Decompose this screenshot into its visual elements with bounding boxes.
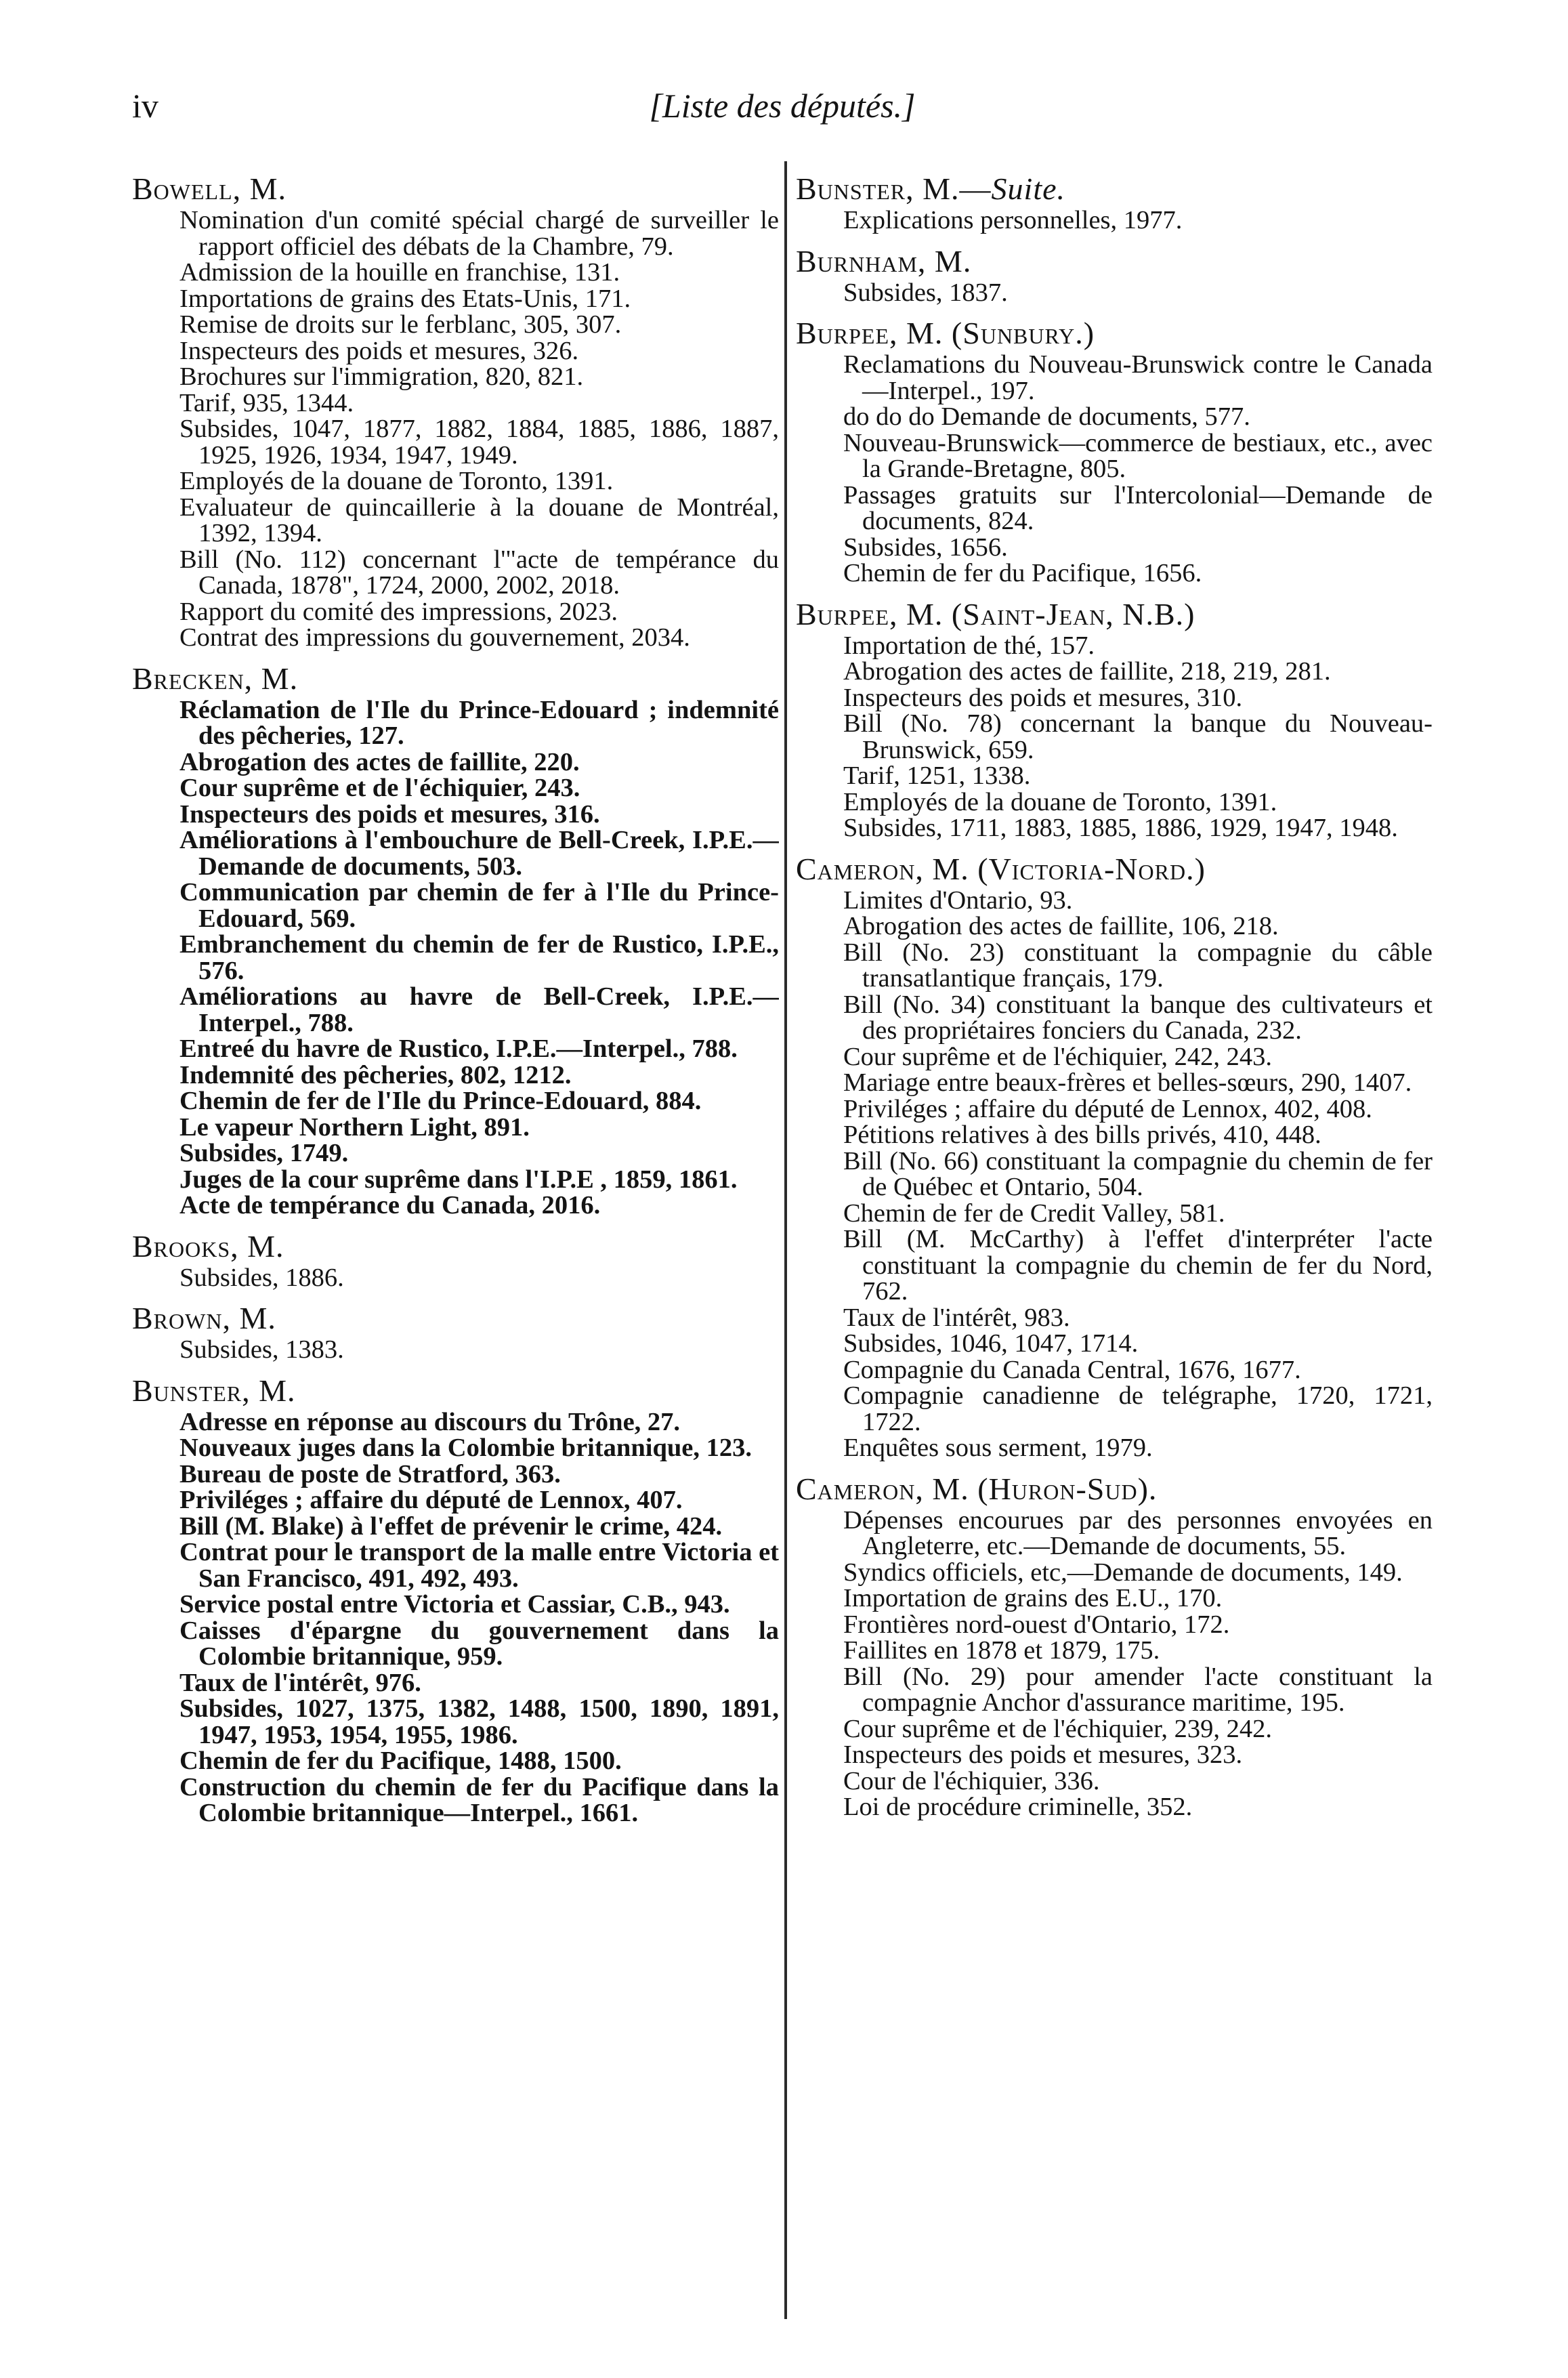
index-item: Communication par chemin de fer à l'Ile du Prince-Edouard, 569.	[179, 878, 779, 933]
page-number: iv	[132, 87, 158, 125]
index-item: Explications personnelles, 1977.	[843, 206, 1183, 234]
index-item: Nouveau-Brunswick—commerce de bestiaux, etc., avec la Grande-Bretagne, 805.	[843, 428, 1433, 483]
deputy-name-text: Bunster, M.—	[796, 171, 992, 206]
index-item: Bill (No. 78) concernant la banque du Nouveau-Brunswick, 659.	[843, 709, 1433, 764]
index-entry	[796, 1471, 1433, 1820]
index-item: Cour suprême et de l'échiquier, 243.	[179, 774, 580, 802]
index-item: Employés de la douane de Toronto, 1391.	[179, 467, 614, 495]
deputy-name	[796, 171, 1433, 207]
index-item: Inspecteurs des poids et mesures, 310.	[843, 683, 1243, 712]
index-item: Acte de tempérance du Canada, 2016.	[179, 1191, 601, 1219]
index-item: Brochures sur l'immigration, 820, 821.	[179, 362, 584, 391]
index-item: do do do Demande de documents, 577.	[843, 402, 1250, 431]
index-item: Frontières nord-ouest d'Ontario, 172.	[843, 1610, 1230, 1639]
index-item: Indemnité des pêcheries, 802, 1212.	[179, 1060, 572, 1089]
index-entry	[796, 243, 1433, 306]
index-item: Abrogation des actes de faillite, 220.	[179, 747, 580, 776]
deputy-name-text: Brecken, M.	[132, 661, 299, 696]
index-item: Subsides, 1711, 1883, 1885, 1886, 1929, 1947, 1948.	[843, 814, 1398, 842]
index-entry	[796, 596, 1433, 841]
deputy-name	[796, 851, 1433, 888]
index-item: Bill (M. McCarthy) à l'effet d'interpréter l'acte constituant la compagnie du chemin de fer du Nord, 762.	[843, 1225, 1433, 1306]
deputy-name	[132, 661, 779, 697]
index-item: Bill (No. 66) constituant la compagnie du chemin de fer de Québec et Ontario, 504.	[843, 1146, 1433, 1201]
index-item: Abrogation des actes de faillite, 106, 218.	[843, 912, 1279, 940]
deputy-name	[796, 596, 1433, 633]
index-item: Subsides, 1837.	[843, 278, 1008, 307]
deputy-name-text: Bowell, M.	[132, 171, 287, 206]
index-item: Chemin de fer du Pacifique, 1656.	[843, 559, 1202, 587]
index-item: Subsides, 1383.	[179, 1335, 344, 1364]
index-item: Bill (No. 29) pour amender l'acte constituant la compagnie Anchor d'assurance maritime, 195.	[843, 1662, 1433, 1717]
index-item: Bill (M. Blake) à l'effet de prévenir le crime, 424.	[179, 1511, 723, 1541]
running-title: [Liste des députés.]	[649, 87, 916, 125]
index-item: Taux de l'intérêt, 976.	[179, 1668, 421, 1697]
index-item: Rapport du comité des impressions, 2023.	[179, 597, 618, 626]
index-item: Tarif, 1251, 1338.	[843, 762, 1031, 790]
index-item: Subsides, 1047, 1877, 1882, 1884, 1885, 1886, 1887, 1925, 1926, 1934, 1947, 1949.	[179, 415, 779, 470]
index-item: Cour suprême et de l'échiquier, 239, 242.	[843, 1714, 1272, 1743]
index-item: Remise de droits sur le ferblanc, 305, 307.	[179, 310, 622, 339]
index-item: Chemin de fer du Pacifique, 1488, 1500.	[179, 1747, 622, 1775]
index-item: Subsides, 1046, 1047, 1714.	[843, 1329, 1139, 1358]
index-item: Améliorations à l'embouchure de Bell-Creek, I.P.E.—Demande de documents, 503.	[179, 826, 779, 881]
index-item: Juges de la cour suprême dans l'I.P.E , 1859, 1861.	[179, 1165, 738, 1194]
deputy-name-text: Brown, M.	[132, 1301, 276, 1335]
index-item: Inspecteurs des poids et mesures, 323.	[843, 1740, 1243, 1769]
index-item: Compagnie canadienne de telégraphe, 1720, 1721, 1722.	[843, 1381, 1433, 1436]
deputy-name-text: Burpee, M. (Sunbury.)	[796, 316, 1095, 350]
deputy-name	[132, 171, 779, 207]
index-item: Chemin de fer de Credit Valley, 581.	[843, 1198, 1225, 1228]
index-entry	[796, 171, 1433, 234]
index-entry	[796, 315, 1433, 587]
index-item: Contrat pour le transport de la malle entre Victoria et San Francisco, 491, 492, 493.	[179, 1538, 779, 1593]
index-item: Chemin de fer de l'Ile du Prince-Edouard, 884.	[179, 1087, 702, 1115]
deputy-name-text: Brooks, M.	[132, 1228, 284, 1264]
left-column	[132, 161, 779, 2336]
index-item: Importation de grains des E.U., 170.	[843, 1584, 1223, 1612]
deputy-name-text: Cameron, M. (Huron-Sud).	[796, 1471, 1158, 1506]
index-item: Subsides, 1749.	[179, 1139, 349, 1167]
deputy-name	[796, 1471, 1433, 1507]
column-divider	[784, 161, 787, 2319]
index-entry	[796, 851, 1433, 1461]
index-item: Reclamations du Nouveau-Brunswick contre le Canada—Interpel., 197.	[843, 350, 1433, 405]
index-item: Subsides, 1656.	[843, 533, 1008, 562]
index-item: Employés de la douane de Toronto, 1391.	[843, 787, 1277, 816]
index-item: Enquêtes sous serment, 1979.	[843, 1434, 1153, 1462]
index-item: Service postal entre Victoria et Cassiar, C.B., 943.	[179, 1590, 730, 1619]
index-item: Bill (No. 34) constituant la banque des cultivateurs et des propriétaires fonciers du Canada, 232.	[843, 990, 1433, 1045]
deputy-name	[132, 1300, 779, 1337]
index-item: Importations de grains des Etats-Unis, 171.	[179, 284, 631, 313]
index-item: Bureau de poste de Stratford, 363.	[179, 1459, 561, 1488]
index-item: Evaluateur de quincaillerie à la douane de Montréal, 1392, 1394.	[179, 493, 779, 547]
index-item: Cour de l'échiquier, 336.	[843, 1766, 1100, 1795]
index-item: Admission de la houille en franchise, 131.	[179, 258, 620, 287]
deputy-name-text: Burpee, M. (Saint-Jean, N.B.)	[796, 596, 1195, 631]
index-entry	[132, 171, 779, 651]
index-item: Pétitions relatives à des bills privés, 410, 448.	[843, 1121, 1321, 1149]
deputy-name	[132, 1228, 779, 1265]
index-item: Subsides, 1027, 1375, 1382, 1488, 1500, 1890, 1891, 1947, 1953, 1954, 1955, 1986.	[179, 1694, 779, 1749]
index-item: Nouveaux juges dans la Colombie britannique, 123.	[179, 1434, 752, 1462]
index-item: Bill (No. 23) constituant la compagnie du câble transatlantique français, 179.	[843, 938, 1433, 993]
deputy-name-text: Bunster, M.	[132, 1373, 296, 1408]
right-column	[796, 161, 1433, 2336]
index-item: Le vapeur Northern Light, 891.	[179, 1112, 530, 1142]
index-item: Adresse en réponse au discours du Trône, 27.	[179, 1407, 681, 1436]
index-item: Bill (No. 112) concernant l'"acte de tempérance du Canada, 1878", 1724, 2000, 2002, 2018.	[179, 545, 779, 600]
index-item: Réclamation de l'Ile du Prince-Edouard ; indemnité des pêcheries, 127.	[179, 695, 779, 750]
index-item: Tarif, 935, 1344.	[179, 388, 354, 417]
deputy-name	[796, 243, 1433, 280]
deputy-name	[132, 1373, 779, 1409]
index-item: Faillites en 1878 et 1879, 175.	[843, 1636, 1160, 1665]
index-entry	[132, 661, 779, 1219]
index-item: Embranchement du chemin de fer de Rustico, I.P.E., 576.	[179, 930, 779, 985]
index-item: Taux de l'intérêt, 983.	[843, 1303, 1070, 1332]
deputy-name-text: Burnham, M.	[796, 243, 972, 278]
continued-label: Suite.	[991, 171, 1066, 206]
index-item: Limites d'Ontario, 93.	[843, 885, 1073, 915]
index-item: Construction du chemin de fer du Pacifique dans la Colombie britannique—Interpel., 1661.	[179, 1772, 779, 1827]
index-item: Mariage entre beaux-frères et belles-sœurs, 290, 1407.	[843, 1068, 1412, 1097]
index-item: Cour suprême et de l'échiquier, 242, 243.	[843, 1042, 1272, 1071]
index-entry	[132, 1300, 779, 1363]
index-item: Améliorations au havre de Bell-Creek, I.P.E.—Interpel., 788.	[179, 982, 779, 1037]
deputy-name-text: Cameron, M. (Victoria-Nord.)	[796, 851, 1206, 886]
index-item: Syndics officiels, etc,—Demande de documents, 149.	[843, 1558, 1403, 1587]
index-item: Importation de thé, 157.	[843, 631, 1095, 660]
index-item: Priviléges ; affaire du député de Lennox, 407.	[179, 1486, 683, 1514]
index-item: Priviléges ; affaire du député de Lennox, 402, 408.	[843, 1094, 1372, 1123]
index-entry	[132, 1373, 779, 1827]
index-item: Inspecteurs des poids et mesures, 316.	[179, 799, 600, 829]
deputy-name	[796, 315, 1433, 352]
index-item: Entreé du havre de Rustico, I.P.E.—Interpel., 788.	[179, 1035, 738, 1063]
index-item: Compagnie du Canada Central, 1676, 1677.	[843, 1355, 1301, 1384]
index-item: Caisses d'épargne du gouvernement dans la Colombie britannique, 959.	[179, 1616, 779, 1671]
index-item: Contrat des impressions du gouvernement, 2034.	[179, 623, 690, 652]
index-item: Subsides, 1886.	[179, 1263, 344, 1292]
index-item: Dépenses encourues par des personnes envoyées en Angleterre, etc.—Demande de documents, 55.	[843, 1505, 1433, 1560]
index-item: Inspecteurs des poids et mesures, 326.	[179, 336, 579, 365]
index-item: Abrogation des actes de faillite, 218, 219, 281.	[843, 657, 1331, 686]
page-header	[132, 87, 1433, 141]
index-item: Passages gratuits sur l'Intercolonial—Demande de documents, 824.	[843, 480, 1433, 535]
index-item: Nomination d'un comité spécial chargé de surveiller le rapport officiel des débats de la Chambre, 79.	[179, 206, 779, 261]
index-item: Loi de procédure criminelle, 352.	[843, 1793, 1193, 1821]
index-entry	[132, 1228, 779, 1291]
